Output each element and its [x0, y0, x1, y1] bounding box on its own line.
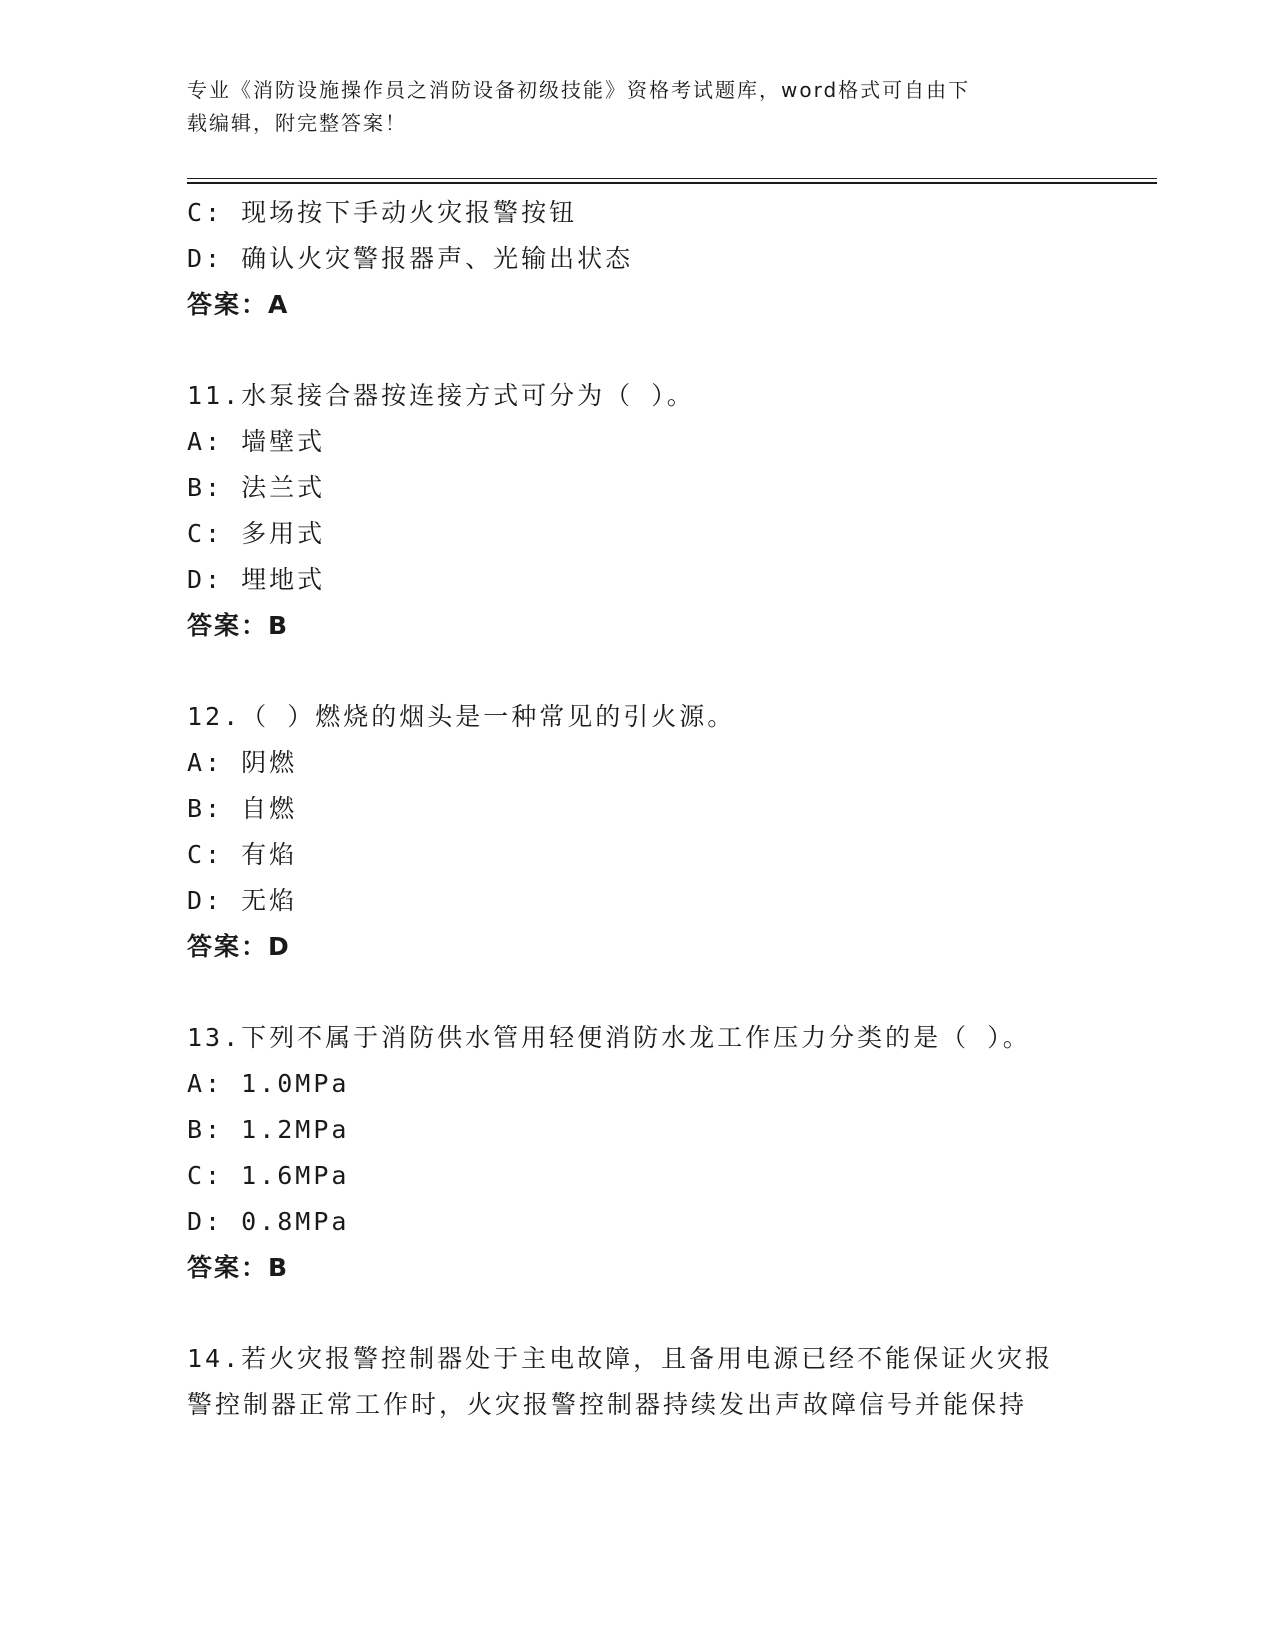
question-11	[187, 373, 1147, 649]
header-line-1: 专业《消防设施操作员之消防设备初级技能》资格考试题库，word格式可自由下	[187, 78, 971, 102]
question-10-continued	[187, 190, 1147, 328]
answer: 答案：A	[187, 290, 290, 319]
question-12	[187, 694, 1147, 970]
answer: 答案：D	[187, 932, 291, 961]
option-d: D: 0.8MPa	[187, 1207, 350, 1236]
document-header	[187, 74, 1067, 140]
question-stem-line-1: 14.若火灾报警控制器处于主电故障，且备用电源已经不能保证火灾报	[187, 1344, 1054, 1373]
answer: 答案：B	[187, 611, 290, 640]
question-stem: 12.（ ）燃烧的烟头是一种常见的引火源。	[187, 702, 736, 731]
option-a: A: 墙壁式	[187, 427, 326, 456]
question-stem-line-2: 警控制器正常工作时，火灾报警控制器持续发出声故障信号并能保持	[187, 1390, 1028, 1419]
option-b: B: 法兰式	[187, 473, 326, 502]
header-line-2: 载编辑，附完整答案！	[187, 111, 407, 135]
option-b: B: 1.2MPa	[187, 1115, 350, 1144]
question-14	[187, 1336, 1147, 1428]
option-d: D: 确认火灾警报器声、光输出状态	[187, 244, 634, 273]
option-d: D: 埋地式	[187, 565, 326, 594]
question-13	[187, 1015, 1147, 1291]
question-stem: 13.下列不属于消防供水管用轻便消防水龙工作压力分类的是（ ）。	[187, 1023, 1031, 1052]
header-divider-thin	[187, 178, 1157, 179]
option-c: C: 多用式	[187, 519, 326, 548]
option-c: C: 现场按下手动火灾报警按钮	[187, 198, 578, 227]
option-a: A: 阴燃	[187, 748, 298, 777]
option-d: D: 无焰	[187, 886, 298, 915]
option-c: C: 1.6MPa	[187, 1161, 350, 1190]
question-list	[187, 190, 1147, 1428]
option-a: A: 1.0MPa	[187, 1069, 350, 1098]
option-b: B: 自燃	[187, 794, 298, 823]
question-stem: 11.水泵接合器按连接方式可分为（ ）。	[187, 381, 695, 410]
option-c: C: 有焰	[187, 840, 298, 869]
header-divider-thick	[187, 182, 1157, 184]
answer: 答案：B	[187, 1253, 290, 1282]
